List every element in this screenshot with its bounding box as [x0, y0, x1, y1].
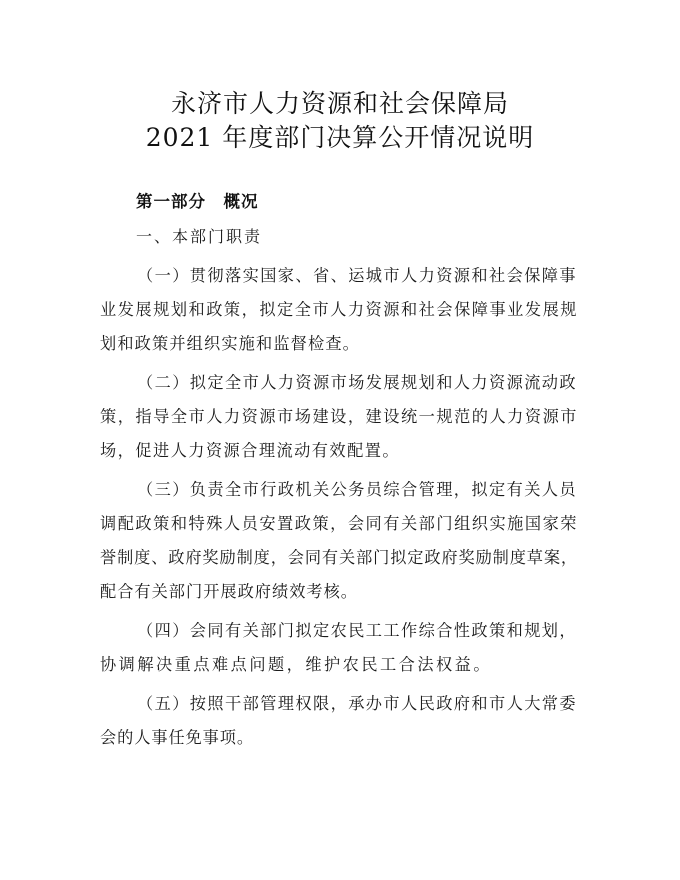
- paragraph-1-line-2: 业发展规划和政策，拟定全市人力资源和社会保障事业发展规: [100, 300, 578, 319]
- paragraph-1-line-1: （一）贯彻落实国家、省、运城市人力资源和社会保障事: [137, 266, 578, 285]
- paragraph-5-line-1: （五）按照干部管理权限，承办市人民政府和市人大常委: [137, 694, 578, 713]
- paragraph-2-line-3: 场，促进人力资源合理流动有效配置。: [100, 441, 401, 460]
- part-heading: 第一部分 概况: [136, 192, 259, 211]
- paragraph-5-line-2: 会的人事任免事项。: [100, 728, 255, 747]
- paragraph-1-line-3: 划和政策并组织实施和监督检查。: [100, 334, 361, 353]
- paragraph-4-line-2: 协调解决重点难点问题，维护农民工合法权益。: [100, 655, 492, 674]
- document-title-line-1: 永济市人力资源和社会保障局: [170, 89, 509, 118]
- paragraph-3-line-3: 誉制度、政府奖励制度，会同有关部门拟定政府奖励制度草案，: [100, 548, 578, 567]
- paragraph-2-line-2: 策，指导全市人力资源市场建设，建设统一规范的人力资源市: [100, 407, 578, 426]
- paragraph-4-line-1: （四）会同有关部门拟定农民工工作综合性政策和规划，: [137, 621, 578, 640]
- paragraph-3-line-2: 调配政策和特殊人员安置政策，会同有关部门组织实施国家荣: [100, 514, 578, 533]
- paragraph-3-line-1: （三）负责全市行政机关公务员综合管理，拟定有关人员: [137, 480, 578, 499]
- paragraph-2-line-1: （二）拟定全市人力资源市场发展规划和人力资源流动政: [137, 373, 578, 392]
- section-heading: 一、本部门职责: [136, 227, 263, 246]
- document-title-line-2: 2021 年度部门决算公开情况说明: [145, 123, 535, 152]
- paragraph-3-line-4: 配合有关部门开展政府绩效考核。: [100, 582, 358, 601]
